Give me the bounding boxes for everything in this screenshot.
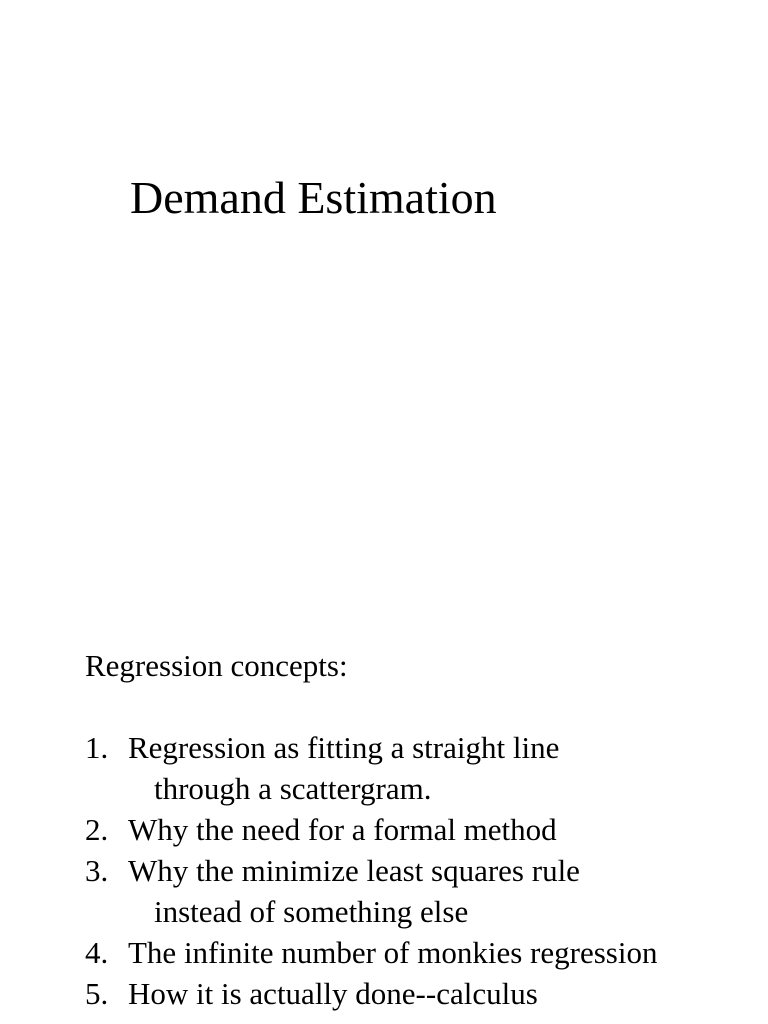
list-item: [85, 932, 755, 973]
list-item-text: Why the minimize least squares rule: [128, 853, 580, 888]
section-heading: Regression concepts:: [85, 648, 348, 683]
list-item-text: The infinite number of monkies regression: [128, 935, 658, 970]
list-item: [85, 850, 755, 932]
list-item-number: 1.: [85, 730, 109, 765]
concept-list: [85, 727, 755, 1014]
list-item: [85, 973, 755, 1014]
list-item-text: How it is actually done--calculus: [128, 976, 538, 1011]
list-item: [85, 727, 755, 809]
list-item-continuation: through a scattergram.: [154, 771, 432, 806]
list-item-continuation: instead of something else: [154, 894, 469, 929]
list-item: [85, 809, 755, 850]
list-item-text: Why the need for a formal method: [128, 812, 557, 847]
list-item-text: Regression as fitting a straight line: [128, 730, 560, 765]
list-item-number: 3.: [85, 853, 109, 888]
list-item-number: 5.: [85, 976, 109, 1011]
list-item-number: 4.: [85, 935, 109, 970]
list-item-number: 2.: [85, 812, 109, 847]
page-title: Demand Estimation: [130, 172, 497, 223]
